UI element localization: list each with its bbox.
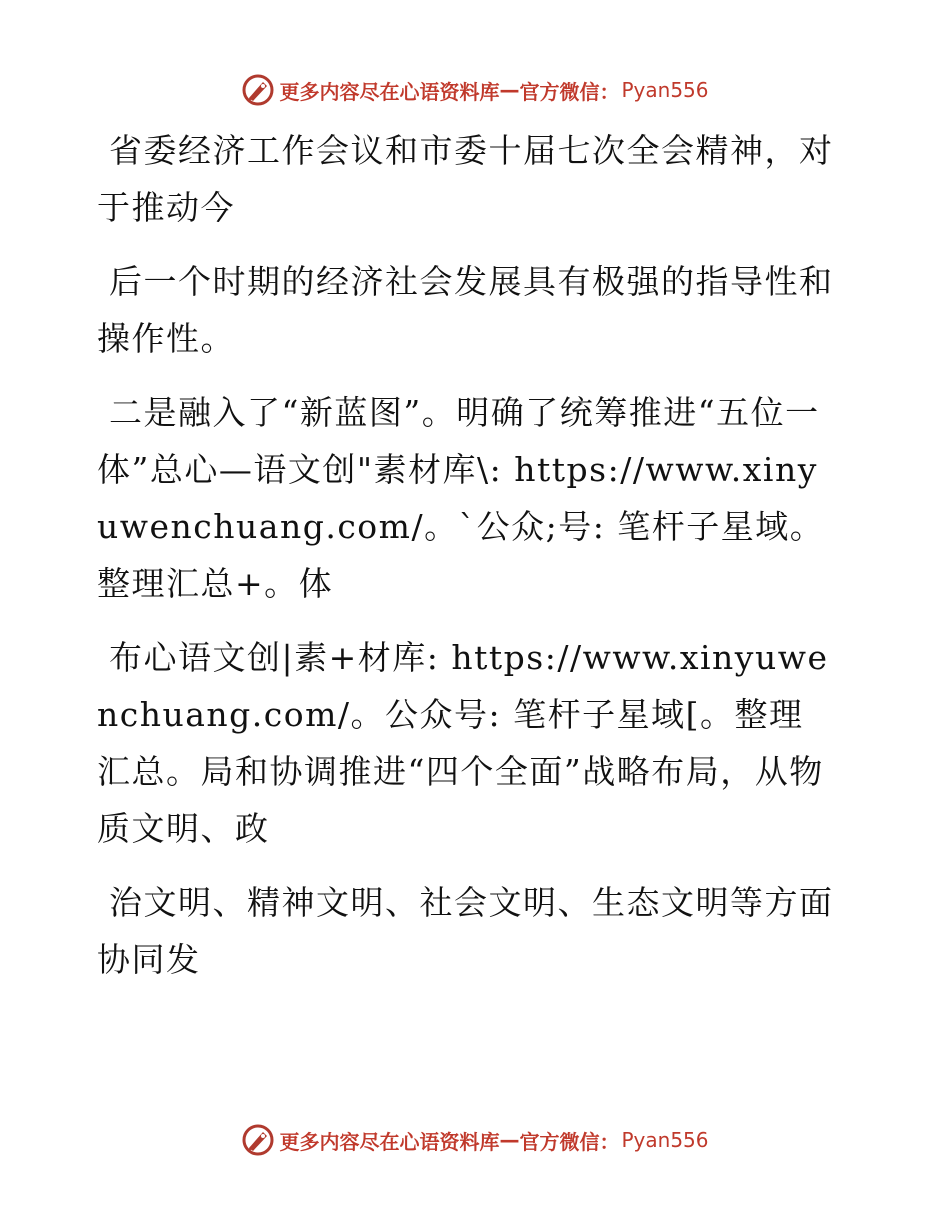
paragraph-1: 省委经济工作会议和市委十届七次全会精神，对于推动今 [97,131,834,227]
banner-wechat-label: 官方微信： [519,1129,620,1154]
banner-separator: — [499,1128,520,1152]
pen-nib-logo-icon [241,73,275,107]
paragraph-3: 二是融入了“新蓝图”。明确了统筹推进“五位一体”总心—语文创"素材库\: https://www.xinyuwenchuang.com/。`公众;号: 笔杆子星域。整理汇总+。体 [97,393,825,603]
header-banner [0,70,950,110]
paragraph-2: 后一个时期的经济社会发展具有极强的指导性和操作性。 [97,262,834,358]
banner-wechat-id: Pyan556 [621,1128,709,1152]
banner-separator: — [499,78,520,102]
banner-wechat-id: Pyan556 [621,78,709,102]
footer-banner [0,1120,950,1160]
banner-wechat-label: 官方微信： [519,79,620,104]
banner-text: 更多内容尽在心语资料库 [279,79,500,104]
document-body [97,122,837,1005]
paragraph-4: 布心语文创|素+材库: https://www.xinyuwenchuang.com/。公众号: 笔杆子星域[。整理汇总。局和协调推进“四个全面”战略布局，从物质文明、政 [97,638,829,848]
pen-nib-logo-icon [241,1123,275,1157]
paragraph-5: 治文明、精神文明、社会文明、生态文明等方面协同发 [97,883,834,979]
banner-text: 更多内容尽在心语资料库 [279,1129,500,1154]
